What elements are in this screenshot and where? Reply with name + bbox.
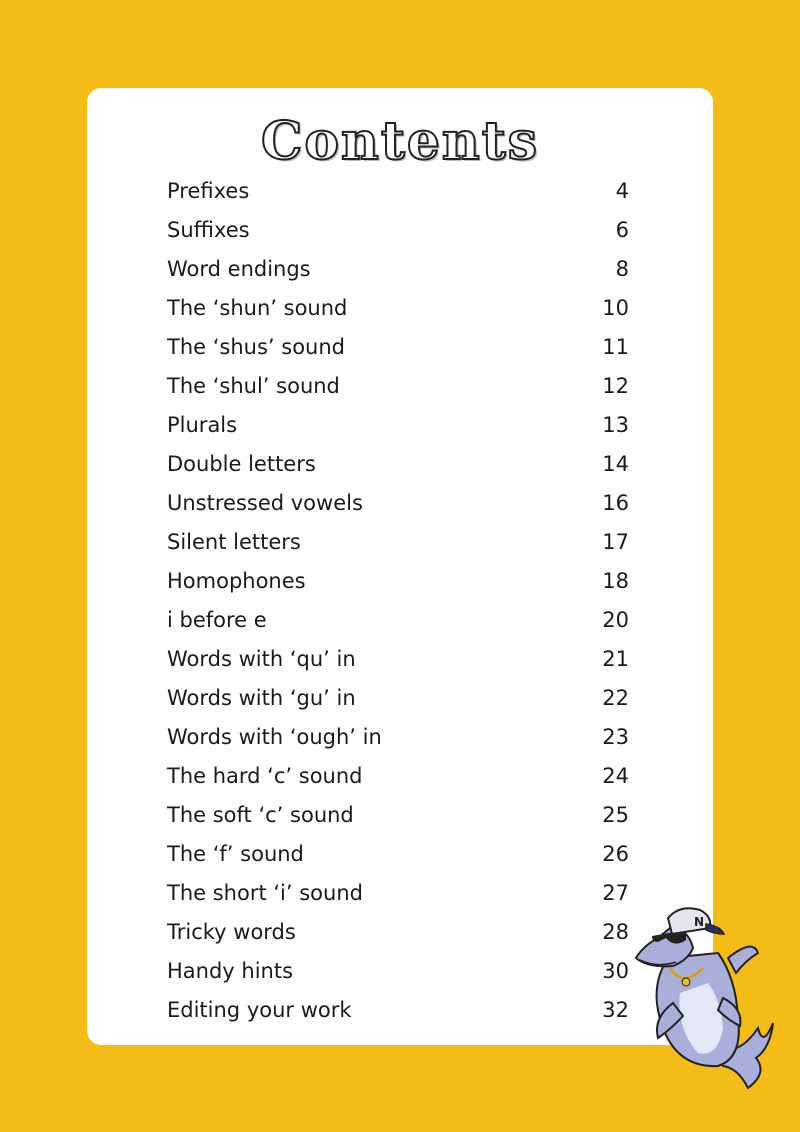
dolphin-mascot-icon [628, 898, 788, 1094]
toc-entry[interactable] [0, 562, 800, 601]
toc-topic: The ‘shul’ sound [167, 374, 340, 398]
toc-topic: The soft ‘c’ sound [167, 803, 354, 827]
toc-page-number: 30 [602, 959, 629, 983]
toc-topic: Suffixes [167, 218, 250, 242]
toc-page-number: 11 [602, 335, 629, 359]
toc-page-number: 17 [602, 530, 629, 554]
toc-topic: Word endings [167, 257, 311, 281]
toc-topic: Words with ‘qu’ in [167, 647, 356, 671]
toc-entry[interactable] [0, 601, 800, 640]
toc-topic: Prefixes [167, 179, 250, 203]
toc-topic: The short ‘i’ sound [167, 881, 363, 905]
toc-entry[interactable] [0, 484, 800, 523]
toc-topic: Words with ‘ough’ in [167, 725, 382, 749]
toc-page-number: 6 [615, 218, 629, 242]
toc-page-number: 27 [602, 881, 629, 905]
toc-topic: Unstressed vowels [167, 491, 363, 515]
toc-page-number: 20 [602, 608, 629, 632]
toc-page-number: 25 [602, 803, 629, 827]
toc-entry[interactable] [0, 211, 800, 250]
toc-topic: Silent letters [167, 530, 301, 554]
toc-topic: The ‘f’ sound [167, 842, 304, 866]
page-title: Contents [260, 111, 540, 172]
toc-page-number: 28 [602, 920, 629, 944]
toc-page-number: 32 [602, 998, 629, 1022]
toc-entry[interactable] [0, 757, 800, 796]
toc-page-number: 10 [602, 296, 629, 320]
toc-topic: i before e [167, 608, 267, 632]
toc-entry[interactable] [0, 250, 800, 289]
toc-topic: Words with ‘gu’ in [167, 686, 356, 710]
toc-topic: Homophones [167, 569, 306, 593]
toc-topic: Handy hints [167, 959, 294, 983]
toc-topic: Plurals [167, 413, 238, 437]
toc-topic: The ‘shus’ sound [167, 335, 345, 359]
toc-page-number: 8 [615, 257, 629, 281]
toc-entry[interactable] [0, 835, 800, 874]
toc-entry[interactable] [0, 289, 800, 328]
toc-entry[interactable] [0, 523, 800, 562]
toc-entry[interactable] [0, 445, 800, 484]
toc-page-number: 24 [602, 764, 629, 788]
toc-page-number: 14 [602, 452, 629, 476]
toc-page-number: 16 [602, 491, 629, 515]
toc-topic: Editing your work [167, 998, 352, 1022]
toc-entry[interactable] [0, 679, 800, 718]
toc-entry[interactable] [0, 328, 800, 367]
toc-entry[interactable] [0, 367, 800, 406]
toc-entry[interactable] [0, 718, 800, 757]
toc-topic: Double letters [167, 452, 316, 476]
toc-page-number: 26 [602, 842, 629, 866]
toc-entry[interactable] [0, 172, 800, 211]
toc-entry[interactable] [0, 640, 800, 679]
toc-topic: The ‘shun’ sound [167, 296, 348, 320]
toc-topic: Tricky words [167, 920, 296, 944]
toc-entry[interactable] [0, 796, 800, 835]
toc-page-number: 13 [602, 413, 629, 437]
toc-page-number: 12 [602, 374, 629, 398]
toc-page-number: 18 [602, 569, 629, 593]
toc-topic: The hard ‘c’ sound [167, 764, 363, 788]
toc-page-number: 22 [602, 686, 629, 710]
cap-letter: N [694, 915, 705, 929]
toc-entry[interactable] [0, 406, 800, 445]
toc-page-number: 23 [602, 725, 629, 749]
toc-page-number: 4 [615, 179, 629, 203]
toc-page-number: 21 [602, 647, 629, 671]
